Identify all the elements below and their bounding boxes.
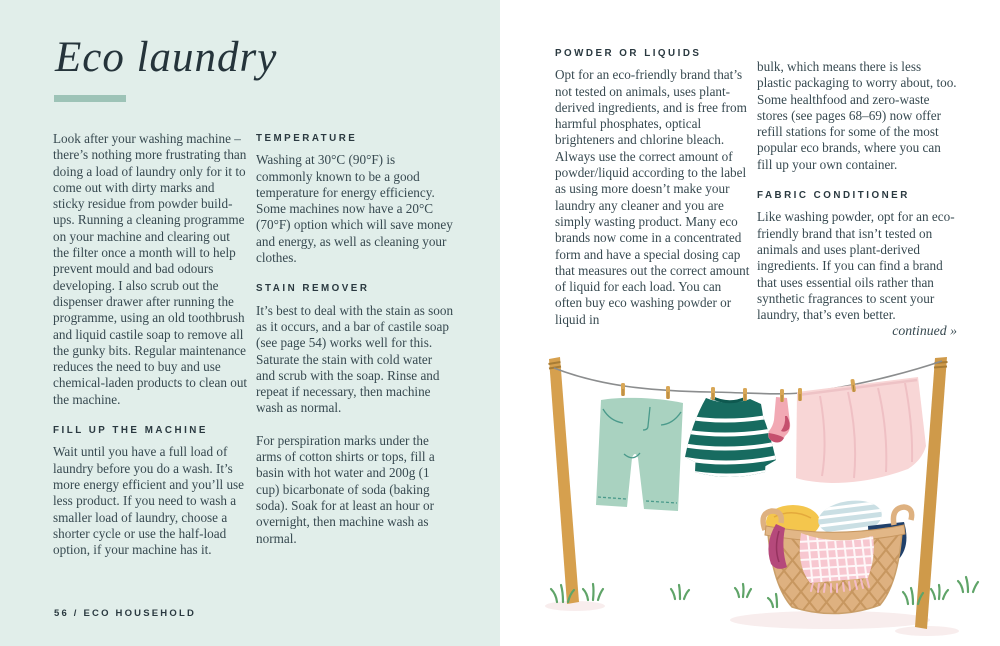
paragraph-stain-remover: It’s best to deal with the stain as soon as it occurs, and a bar of castile soap (see page 54) works well for this. Saturate the stain with cold water and scrub with the soap. Rinse and repeat if necessary, then machine wash as normal. (256, 302, 454, 416)
paragraph-powder-or-liquids: Opt for an eco-friendly brand that’s not tested on animals, uses plant-derived ingredients, and is free from harmful phosphates, optical brighteners and chlorine bleach. Always use the correct amount of powder/liquid according to the label as using more doesn’t make your laundry any cleaner and you are simply wasting product. Many eco brands now come in a concentrated form and have a special dosing cap that measures out the correct amount of liquid for each load. You can often buy eco washing powder or liquid in (555, 67, 750, 327)
heading-fill-up-the-machine: FILL UP THE MACHINE (53, 425, 208, 437)
mint-trousers (596, 398, 683, 511)
wooden-pole-left (549, 357, 580, 604)
page-footer: 56 / ECO HOUSEHOLD (54, 608, 197, 619)
heading-fabric-conditioner: FABRIC CONDITIONER (757, 190, 910, 202)
title-accent-bar (54, 95, 126, 102)
paragraph-temperature: Washing at 30°C (90°F) is commonly known to be a good temperature for energy efficiency. Some machines now have a 20°C (70°F) option which will save money and energy, as well as cleaning your clothes. (256, 152, 453, 266)
paragraph-fill-up-the-machine: Wait until you have a full load of laundry before you do a wash. It’s more energy efficient and you’ll use less product. If you need to wash a smaller load of laundry, choose a shorter cycle or use the half-load option, if your machine has it. (53, 444, 245, 558)
heading-stain-remover: STAIN REMOVER (256, 283, 370, 295)
paragraph-perspiration-marks: For perspiration marks under the arms of cotton shirts or tops, fill a basin with hot water and 200g (1 cup) bicarbonate of soda (baking soda). Soak for at least an hour or overnight, then machine wash as normal. (256, 432, 435, 546)
pink-sock (768, 397, 790, 443)
paragraph-fabric-conditioner: Like washing powder, opt for an eco-friendly brand that isn’t tested on animals and uses plant-derived ingredients. If you can find a brand that uses essential oils rather than synthetic fragrances to scent your laundry, that’s even better. (757, 209, 955, 323)
striped-jumper (676, 397, 784, 477)
page-title: Eco laundry (55, 34, 278, 81)
pink-towel (796, 377, 926, 483)
left-page-column-2 (256, 131, 454, 547)
continued-note: continued » (892, 323, 957, 339)
paragraph-bulk-refills: bulk, which means there is less plastic packaging to worry about, too. Some healthfood and zero-waste stores (see pages 68–69) now offer refill stations for some of the most popular eco brands, where you can fill up your own container. (757, 59, 957, 172)
left-page-column-1 (53, 131, 249, 558)
right-page-column-1 (555, 46, 751, 328)
grass-tufts (551, 577, 978, 607)
ground-shadows (545, 601, 959, 636)
laundry-illustration (530, 350, 1000, 646)
page-right (500, 0, 1000, 646)
paragraph-washing-machine-care: Look after your washing machine – there’s nothing more frustrating than doing a load of laundry only for it to come out with dirty marks and sticky residue from powder build-ups. Running a cleaning programme on your machine and clearing out the filter once a month will to help prevent mould and bad odours developing. I also scrub out the dispenser drawer after running the programme, using an old toothbrush and liquid castile soap to remove all the gunky bits. Regular maintenance reduces the need to buy and use chemical-laden products to clean out the machine. (53, 131, 248, 407)
heading-temperature: TEMPERATURE (256, 133, 358, 144)
right-page-column-2 (757, 46, 957, 340)
heading-powder-or-liquids: POWDER OR LIQUIDS (555, 48, 702, 59)
